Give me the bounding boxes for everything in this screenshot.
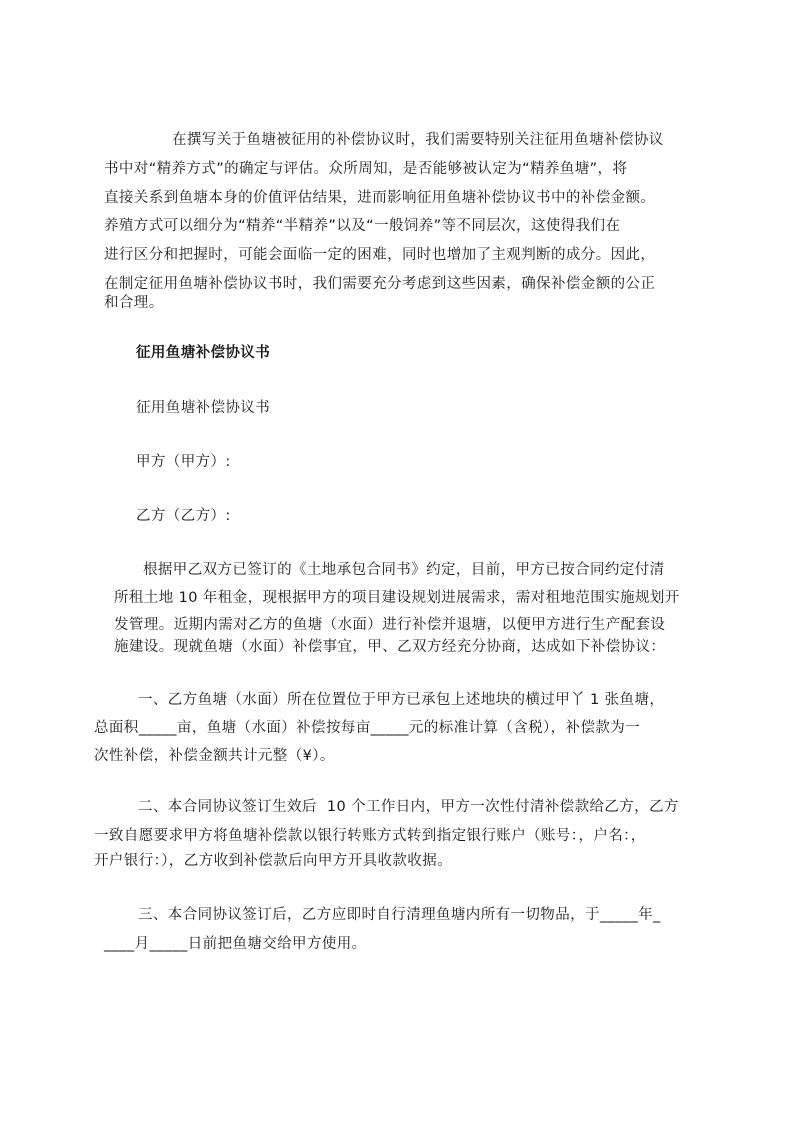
party-b-label: 乙方（乙方）: — [136, 508, 231, 524]
clause-2-line: 开户银行：），乙方收到补偿款后向甲方开具收款收据。 — [94, 853, 452, 869]
document-subheading: 征用鱼塘补偿协议书 — [136, 400, 271, 416]
preamble-line: 施建设。现就鱼塘（水面）补偿事宜，甲、乙双方经充分协商，达成如下补偿协议： — [114, 639, 666, 655]
intro-line: 在撰写关于鱼塘被征用的补偿协议时，我们需要特别关注征用鱼塘补偿协议 — [172, 132, 664, 148]
intro-line: 书中对“精养方式”的确定与评估。众所周知，是否能够被认定为“精养鱼塘”，将 — [104, 161, 628, 177]
intro-line: 和合理。 — [104, 295, 164, 311]
intro-line: 养殖方式可以细分为“精养“半精养”以及“一般饲养”等不同层次，这使得我们在 — [104, 218, 621, 234]
preamble-line: 根据甲乙双方已签订的《土地承包合同书》约定，目前，甲方已按合同约定付清 — [143, 562, 665, 578]
clause-2-line: 二、本合同协议签订生效后 10 个工作日内，甲方一次性付清补偿款给乙方，乙方 — [138, 799, 679, 815]
preamble-line: 所租土地 10 年租金，现根据甲方的项目建设规划进展需求，需对租地范围实施规划开 — [114, 590, 680, 606]
preamble-line: 发管理。近期内需对乙方的鱼塘（水面）进行补偿并退塘，以便甲方进行生产配套设 — [114, 617, 666, 633]
party-a-label: 甲方（甲方）: — [136, 454, 231, 470]
intro-line: 直接关系到鱼塘本身的价值评估结果，进而影响征用鱼塘补偿协议书中的补偿金额。 — [104, 190, 656, 206]
clause-1-line: 总面积_____亩，鱼塘（水面）补偿按每亩_____元的标准计算（含税），补偿款为一 — [94, 720, 641, 736]
clause-3-line: 三、本合同协议签订后，乙方应即时自行清理鱼塘内所有一切物品，于_____年_ — [138, 907, 661, 923]
intro-line: 在制定征用鱼塘补偿协议书时，我们需要充分考虑到这些因素，确保补偿金额的公正 — [104, 276, 656, 292]
document-heading: 征用鱼塘补偿协议书 — [136, 345, 271, 361]
clause-3-line: ____月_____日前把鱼塘交给甲方使用。 — [104, 936, 367, 952]
clause-1-line: 一、乙方鱼塘（水面）所在位置位于甲方已承包上述地块的横过甲丫 1 张鱼塘， — [138, 692, 665, 708]
intro-line: 进行区分和把握时，可能会面临一定的困难，同时也增加了主观判断的成分。因此， — [104, 247, 656, 263]
clause-2-line: 一致自愿要求甲方将鱼塘补偿款以银行转账方式转到指定银行账户（账号：，户名：， — [94, 828, 646, 844]
clause-1-line: 次性补偿，补偿金额共计元整（¥）。 — [94, 748, 335, 764]
